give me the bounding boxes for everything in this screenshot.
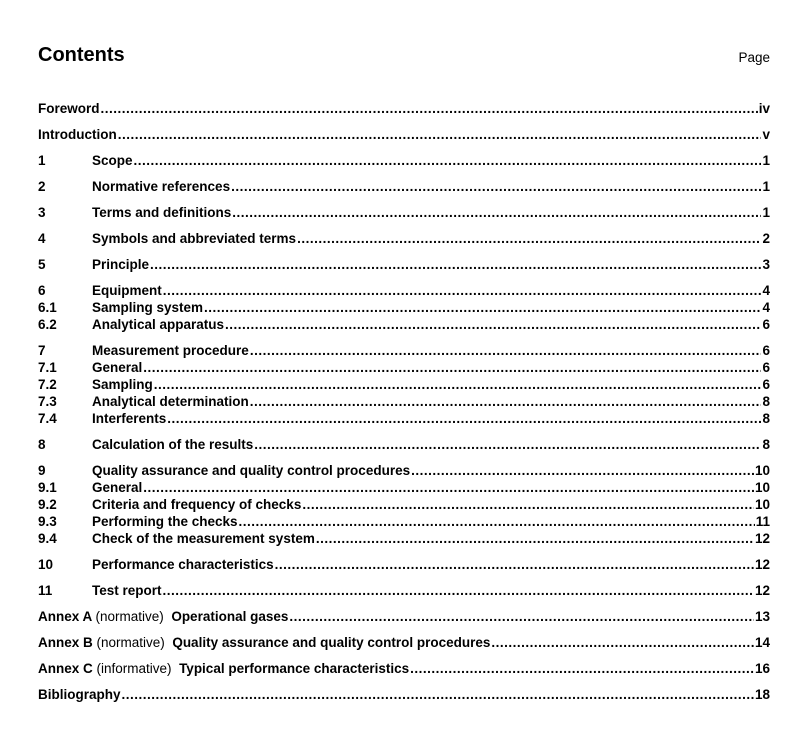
toc-entry-label[interactable]: Symbols and abbreviated terms: [92, 231, 297, 246]
toc-entry-number: 6.2: [38, 317, 57, 332]
toc-entry[interactable]: [38, 530, 770, 547]
toc-leader-dots: [250, 342, 762, 359]
toc-leader-dots: [134, 152, 762, 169]
toc-entry-label[interactable]: Performance characteristics: [92, 557, 274, 572]
toc-leader-dots: [204, 299, 761, 316]
toc-entry-number: 3: [38, 205, 46, 220]
toc-entry-number: 9: [38, 463, 46, 478]
toc-entry-number: 4: [38, 231, 46, 246]
toc-entry-label[interactable]: Equipment: [92, 283, 162, 298]
toc-entry[interactable]: [38, 316, 770, 333]
toc-entry[interactable]: [38, 556, 770, 573]
toc-leader-dots: [163, 282, 762, 299]
toc-entry[interactable]: [38, 299, 770, 316]
annex-prefix: Annex B: [38, 635, 93, 650]
toc-entry-page: 16: [754, 661, 770, 676]
page-title: Contents: [38, 44, 125, 66]
toc-entry-number: 7.1: [38, 360, 57, 375]
toc-entry-page: 1: [762, 179, 770, 194]
toc-entry[interactable]: [38, 479, 770, 496]
toc-entry-page: 10: [754, 497, 770, 512]
toc-leader-dots: [231, 178, 761, 195]
toc-entry-page: 4: [762, 300, 770, 315]
toc-entry[interactable]: [38, 582, 770, 599]
annex-type: (informative): [96, 661, 172, 676]
toc-leader-dots: [289, 608, 754, 625]
toc-entry[interactable]: [38, 100, 770, 117]
toc-entry-number: 10: [38, 557, 54, 572]
annex-prefix: Annex C: [38, 661, 93, 676]
annex-type: (normative): [96, 635, 165, 650]
table-of-contents: [38, 100, 770, 703]
toc-leader-dots: [250, 393, 762, 410]
toc-entry-label[interactable]: Introduction: [38, 127, 117, 142]
toc-entry-page: 6: [762, 377, 770, 392]
toc-leader-dots: [297, 230, 761, 247]
toc-entry-page: 11: [755, 514, 770, 529]
annex-title: Operational gases: [171, 609, 289, 624]
toc-entry-page: 12: [754, 557, 770, 572]
toc-entry-label[interactable]: General: [92, 480, 143, 495]
toc-leader-dots: [411, 462, 754, 479]
toc-entry-number: 9.2: [38, 497, 57, 512]
toc-entry-page: 8: [762, 437, 770, 452]
toc-annex-entry[interactable]: [38, 608, 770, 625]
toc-entry-number: 6.1: [38, 300, 57, 315]
annex-title: Quality assurance and quality control procedures: [172, 635, 491, 650]
toc-entry-page: 6: [762, 317, 770, 332]
toc-leader-dots: [232, 204, 761, 221]
toc-entry-label[interactable]: Test report: [92, 583, 162, 598]
toc-leader-dots: [410, 660, 754, 677]
toc-leader-dots: [118, 126, 762, 143]
toc-entry[interactable]: [38, 230, 770, 247]
toc-entry-page: 6: [762, 343, 770, 358]
toc-entry-label[interactable]: Terms and definitions: [92, 205, 232, 220]
toc-leader-dots: [491, 634, 754, 651]
toc-entry-label[interactable]: Scope: [92, 153, 133, 168]
toc-entry-label[interactable]: Check of the measurement system: [92, 531, 315, 546]
toc-entry-number: 6: [38, 283, 46, 298]
toc-entry-label[interactable]: Criteria and frequency of checks: [92, 497, 302, 512]
toc-annex-label[interactable]: [38, 634, 490, 651]
toc-leader-dots: [167, 410, 761, 427]
toc-entry-number: 5: [38, 257, 46, 272]
toc-entry-number: 9.4: [38, 531, 57, 546]
toc-leader-dots: [143, 359, 761, 376]
toc-entry-page: 12: [754, 531, 770, 546]
toc-entry[interactable]: [38, 462, 770, 479]
toc-bibliography-entry[interactable]: [38, 686, 770, 703]
toc-entry-page: 1: [762, 205, 770, 220]
toc-entry-page: 10: [754, 463, 770, 478]
toc-entry[interactable]: [38, 282, 770, 299]
toc-entry-number: 7: [38, 343, 46, 358]
toc-leader-dots: [239, 513, 755, 530]
toc-entry-label[interactable]: General: [92, 360, 143, 375]
toc-entry-label[interactable]: Foreword: [38, 101, 100, 116]
toc-entry-page: iv: [758, 101, 770, 116]
annex-prefix: Annex A: [38, 609, 92, 624]
toc-entry[interactable]: [38, 152, 770, 169]
toc-entry[interactable]: [38, 376, 770, 393]
toc-entry[interactable]: [38, 342, 770, 359]
toc-entry-number: 9.3: [38, 514, 57, 529]
toc-leader-dots: [316, 530, 754, 547]
toc-entry-page: 4: [762, 283, 770, 298]
annex-title: Typical performance characteristics: [179, 661, 410, 676]
toc-annex-label[interactable]: [38, 660, 409, 677]
toc-annex-entry[interactable]: [38, 634, 770, 651]
toc-entry-page: 1: [762, 153, 770, 168]
toc-entry-page: 10: [754, 480, 770, 495]
toc-entry[interactable]: [38, 359, 770, 376]
page-column-label: Page: [738, 50, 770, 65]
toc-entry[interactable]: [38, 256, 770, 273]
toc-entry-label[interactable]: Sampling system: [92, 300, 204, 315]
toc-entry-page: 18: [754, 687, 770, 702]
toc-leader-dots: [302, 496, 754, 513]
toc-entry[interactable]: [38, 496, 770, 513]
toc-entry-label[interactable]: Calculation of the results: [92, 437, 254, 452]
toc-entry-label[interactable]: Bibliography: [38, 687, 121, 702]
toc-entry-number: 1: [38, 153, 46, 168]
toc-entry-label[interactable]: Analytical apparatus: [92, 317, 225, 332]
toc-leader-dots: [163, 582, 754, 599]
toc-entry-page: 2: [762, 231, 770, 246]
toc-entry-label[interactable]: Principle: [92, 257, 150, 272]
toc-entry-number: 7.2: [38, 377, 57, 392]
toc-leader-dots: [154, 376, 762, 393]
toc-entry-page: 13: [754, 609, 770, 624]
toc-entry-label[interactable]: Interferents: [92, 411, 167, 426]
toc-entry-page: 3: [762, 257, 770, 272]
toc-entry[interactable]: [38, 436, 770, 453]
toc-entry-label[interactable]: Quality assurance and quality control procedures: [92, 463, 411, 478]
toc-entry-page: 6: [762, 360, 770, 375]
toc-entry[interactable]: [38, 513, 770, 530]
toc-leader-dots: [122, 686, 754, 703]
toc-entry-label[interactable]: Normative references: [92, 179, 231, 194]
toc-entry-number: 2: [38, 179, 46, 194]
toc-entry-number: 7.4: [38, 411, 57, 426]
toc-entry-number: 11: [38, 583, 53, 598]
toc-entry-page: v: [762, 127, 770, 142]
toc-entry-number: 7.3: [38, 394, 57, 409]
toc-entry-page: 8: [762, 411, 770, 426]
toc-leader-dots: [101, 100, 758, 117]
toc-entry-number: 8: [38, 437, 46, 452]
toc-entry-number: 9.1: [38, 480, 57, 495]
toc-entry-label[interactable]: Analytical determination: [92, 394, 249, 409]
toc-entry-label[interactable]: Measurement procedure: [92, 343, 249, 358]
toc-entry-label[interactable]: Sampling: [92, 377, 153, 392]
toc-entry[interactable]: [38, 204, 770, 221]
toc-entry[interactable]: [38, 393, 770, 410]
toc-annex-entry[interactable]: [38, 660, 770, 677]
toc-entry-label[interactable]: Performing the checks: [92, 514, 238, 529]
toc-entry[interactable]: [38, 410, 770, 427]
toc-leader-dots: [254, 436, 761, 453]
toc-leader-dots: [143, 479, 754, 496]
toc-entry-page: 12: [754, 583, 770, 598]
toc-annex-label[interactable]: [38, 608, 288, 625]
annex-type: (normative): [95, 609, 164, 624]
toc-leader-dots: [275, 556, 754, 573]
toc-entry-page: 14: [754, 635, 770, 650]
toc-leader-dots: [150, 256, 761, 273]
toc-entry-page: 8: [762, 394, 770, 409]
toc-entry[interactable]: [38, 178, 770, 195]
toc-entry[interactable]: [38, 126, 770, 143]
toc-leader-dots: [225, 316, 761, 333]
